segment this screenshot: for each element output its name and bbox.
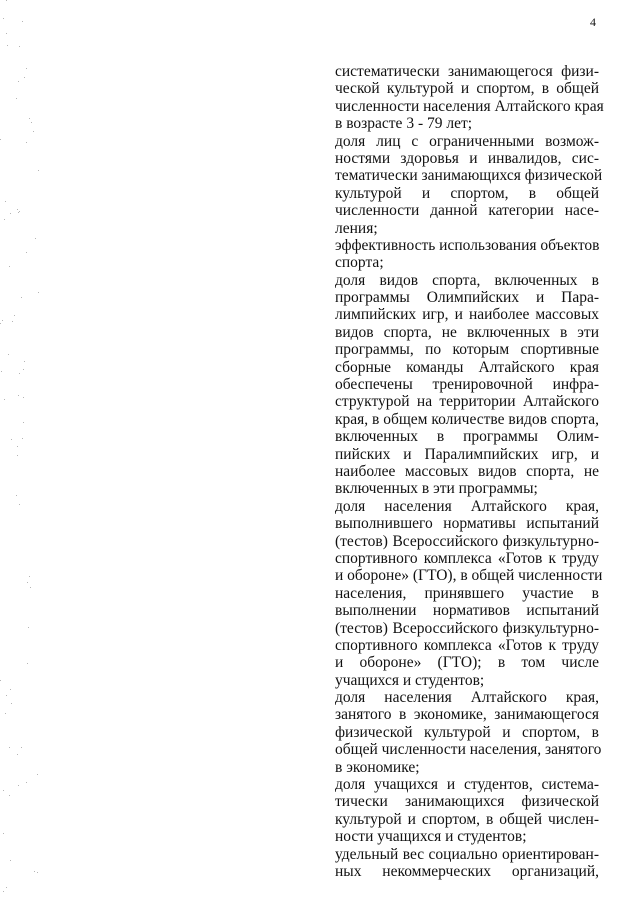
text-line: эффективность использования объектов [335, 236, 600, 254]
text-line: спорта; [335, 254, 384, 272]
page-number: 4 [590, 15, 596, 29]
text-line: видов спорта, не включенных в эти [335, 323, 599, 341]
text-line: доля видов спорта, включенных в [335, 271, 599, 289]
text-line: физической культурой и спортом, в [335, 723, 599, 741]
scan-speck [16, 98, 17, 99]
scan-speck [27, 582, 28, 583]
scan-speck [30, 587, 31, 588]
text-line: пийских и Паралимпийских игр, и [335, 445, 599, 463]
text-line: доля населения Алтайского края, [335, 689, 599, 707]
text-line: обеспечены тренировочной инфра- [335, 376, 599, 394]
scan-speck [38, 292, 39, 293]
text-line: сборные команды Алтайского края [335, 358, 599, 376]
scan-speck [23, 397, 24, 398]
scan-speck [0, 680, 1, 681]
text-line: культурой и спортом, в общей [335, 184, 599, 202]
scan-speck [6, 695, 7, 696]
text-line: включенных в программы Олим- [335, 428, 599, 446]
scan-speck [5, 201, 6, 202]
text-line: и обороне» (ГТО), в общей численности [335, 567, 603, 585]
text-line: спортивного комплекса «Готов к труду [335, 549, 599, 567]
scan-speck [11, 439, 12, 440]
text-line: края, в общем количестве видов спорта, [335, 410, 600, 428]
scan-speck [19, 373, 20, 374]
scan-speck [3, 790, 4, 791]
scan-speck [0, 323, 1, 324]
scan-speck [6, 887, 7, 888]
text-line: ческой культурой и спортом, в общей [335, 80, 599, 98]
text-line: численности населения Алтайского края [335, 97, 604, 115]
scan-speck [24, 361, 25, 362]
scan-speck [10, 860, 11, 861]
scan-speck [18, 81, 19, 82]
scan-speck [23, 422, 24, 423]
scan-speck [9, 747, 10, 748]
text-line: доля учащихся и студентов, система- [335, 776, 599, 794]
scan-speck [10, 213, 11, 214]
scan-speck [18, 785, 19, 786]
text-line: и обороне» (ГТО); в том числе [335, 654, 599, 672]
text-line: ления; [335, 219, 378, 237]
scan-speck [38, 170, 39, 171]
scan-speck [19, 211, 20, 212]
text-line: тически занимающихся физической [335, 793, 599, 811]
text-line: (тестов) Всероссийского физкультурно- [335, 619, 599, 637]
text-line: программы Олимпийских и Пара- [335, 289, 599, 307]
scan-speck [16, 495, 17, 496]
scan-speck [3, 18, 4, 19]
scan-speck [22, 438, 23, 439]
text-line: программы, по которым спортивные [335, 341, 599, 359]
scan-speck [10, 689, 11, 690]
scan-speck [0, 139, 1, 140]
text-line: занятого в экономике, занимающегося [335, 706, 599, 724]
scan-speck [33, 131, 34, 132]
text-line: включенных в эти программы; [335, 480, 538, 498]
scan-speck [9, 266, 10, 267]
scan-speck [26, 782, 27, 783]
scan-speck [3, 891, 4, 892]
text-line: тематически занимающихся физической [335, 167, 603, 185]
text-line: лимпийских игр, и наиболее массовых [335, 306, 599, 324]
scan-speck [14, 315, 15, 316]
scan-speck [21, 297, 22, 298]
scan-speck [23, 369, 24, 370]
scan-speck [37, 872, 38, 873]
text-line: доля лиц с ограниченными возмож- [335, 132, 599, 150]
scan-speck [11, 703, 12, 704]
scan-speck [17, 455, 18, 456]
scan-speck [1, 371, 2, 372]
scan-speck [35, 238, 36, 239]
scan-speck [3, 833, 4, 834]
text-line: выполнившего нормативы испытаний [335, 515, 599, 533]
scan-speck [26, 252, 27, 253]
scan-speck [9, 795, 10, 796]
scan-speck [18, 395, 19, 396]
text-line: учащихся и студентов; [335, 671, 485, 689]
scan-speck [19, 46, 20, 47]
scan-speck [2, 320, 3, 321]
text-line: удельный вес социально ориентирован- [335, 845, 599, 863]
scan-speck [4, 219, 5, 220]
scan-speck [26, 142, 27, 143]
scan-speck [18, 212, 19, 213]
scan-speck [17, 209, 18, 210]
text-line: ности учащихся и студентов; [335, 828, 527, 846]
scan-speck [27, 663, 28, 664]
scan-speck [12, 321, 13, 322]
scan-speck [5, 713, 6, 714]
scan-speck [8, 354, 9, 355]
text-line: культурой и спортом, в общей числен- [335, 810, 599, 828]
text-line: в возрасте 3 - 79 лет; [335, 115, 473, 133]
text-line: в экономике; [335, 758, 420, 776]
text-line: ных некоммерческих организаций, [335, 862, 599, 880]
scan-speck [34, 871, 35, 872]
scan-speck [6, 0, 7, 1]
text-line: населения, принявшего участие в [335, 584, 599, 602]
text-line: общей численности населения, занятого [335, 741, 602, 759]
scan-speck [37, 774, 38, 775]
scan-speck [17, 754, 18, 755]
scan-speck [4, 399, 5, 400]
scan-speck [21, 747, 22, 748]
scan-speck [26, 68, 27, 69]
text-line: ностями здоровья и инвалидов, сис- [335, 149, 599, 167]
text-line: численности данной категории насе- [335, 202, 599, 220]
text-line: систематически занимающегося физи- [335, 63, 599, 80]
scan-speck [29, 576, 30, 577]
text-line: наиболее массовых видов спорта, не [335, 462, 599, 480]
scan-speck [29, 118, 30, 119]
scan-speck [31, 122, 32, 123]
text-line: выполнении нормативов испытаний [335, 602, 599, 620]
scan-speck [22, 21, 23, 22]
scan-speck [24, 77, 25, 78]
text-column [335, 63, 604, 880]
scan-speck [19, 504, 20, 505]
text-line: (тестов) Всероссийского физкультурно- [335, 532, 599, 550]
text-line: спортивного комплекса «Готов к труду [335, 636, 599, 654]
scan-speck [28, 627, 29, 628]
text-line: доля населения Алтайского края, [335, 497, 599, 515]
text-line: структурой на территории Алтайского [335, 393, 599, 411]
scan-speck [7, 45, 8, 46]
scan-speck [17, 446, 18, 447]
scan-speck [6, 33, 7, 34]
